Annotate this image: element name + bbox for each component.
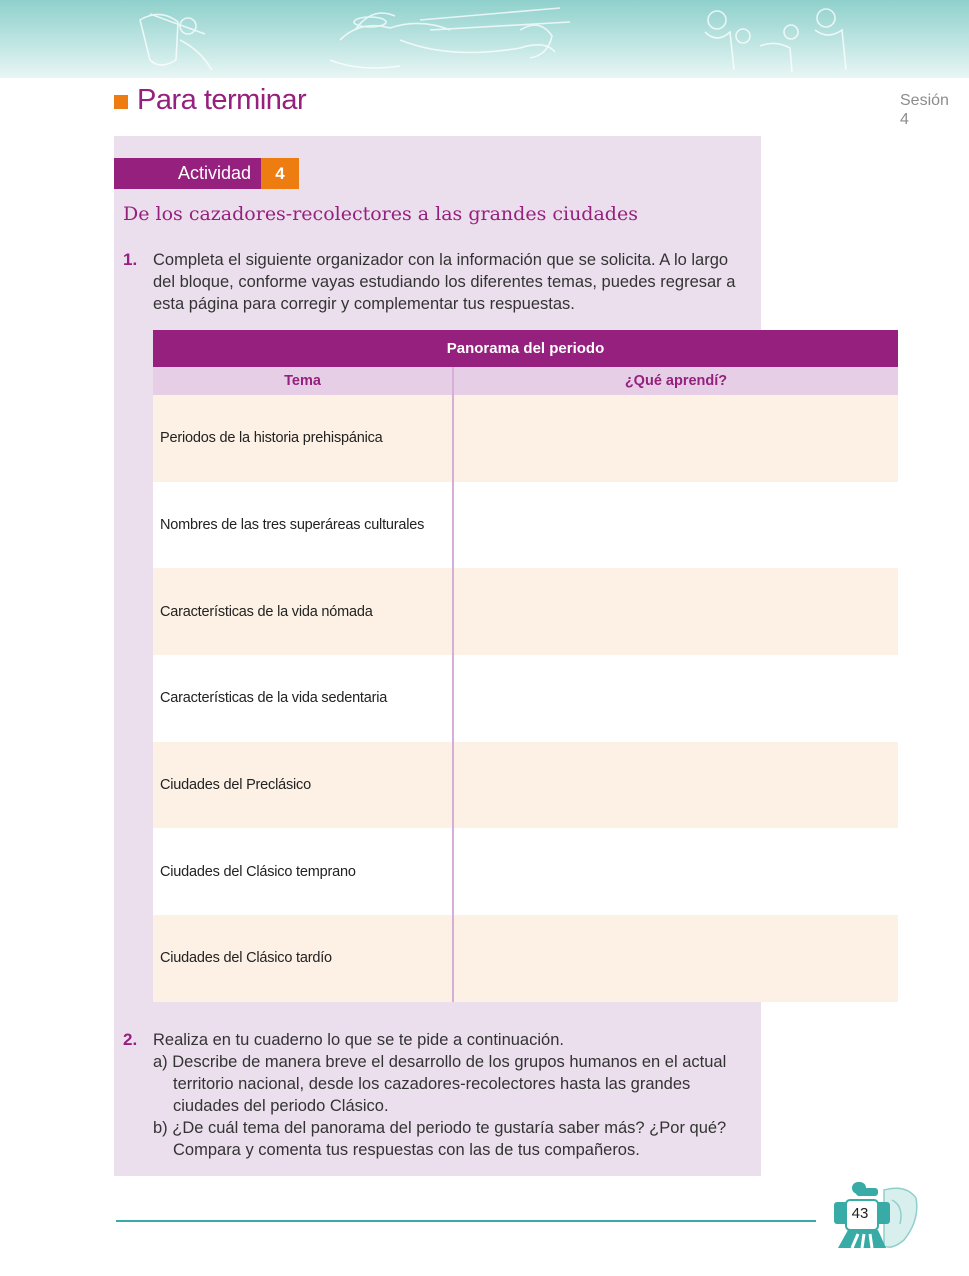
organizer-title: Panorama del periodo [153, 330, 898, 367]
question-1-line: Completa el siguiente organizador con la información que se solicita. A lo largo [153, 251, 729, 269]
footer-rule [116, 1220, 816, 1222]
row-answer-area[interactable] [454, 395, 898, 482]
table-row [153, 482, 898, 569]
mascot-icon [826, 1180, 922, 1252]
section-marker-square [114, 95, 128, 109]
session-label-text: Sesión [900, 92, 949, 109]
question-2-number: 2. [123, 1030, 138, 1049]
question-2b-line: b) ¿De cuál tema del panorama del periodo te gustaría saber más? ¿Por qué? [153, 1119, 727, 1137]
table-row [153, 915, 898, 1002]
question-2a-line: territorio nacional, desde los cazadores-recolectores hasta las grandes [173, 1075, 691, 1093]
activity-label: Actividad [114, 158, 261, 189]
top-banner-illustration [0, 0, 969, 78]
question-2a-line: ciudades del periodo Clásico. [173, 1097, 389, 1115]
table-row [153, 395, 898, 482]
row-topic: Características de la vida nómada [153, 568, 454, 655]
row-topic: Periodos de la historia prehispánica [153, 395, 454, 482]
table-row [153, 828, 898, 915]
question-1-line: esta página para corregir y complementar tus respuestas. [153, 295, 575, 313]
row-answer-area[interactable] [454, 742, 898, 829]
question-2-intro: Realiza en tu cuaderno lo que se te pide a continuación. [153, 1031, 564, 1049]
question-2-text [153, 1029, 753, 1161]
organizer-header-row [153, 367, 898, 395]
row-answer-area[interactable] [454, 568, 898, 655]
history-illustration-icon [0, 0, 969, 78]
session-number: 4 [900, 111, 909, 128]
row-answer-area[interactable] [454, 915, 898, 1002]
row-topic: Ciudades del Clásico temprano [153, 828, 454, 915]
page-number: 43 [851, 1205, 869, 1222]
column-header-que-aprendi: ¿Qué aprendí? [624, 373, 728, 389]
question-2b-line: Compara y comenta tus respuestas con las de tus compañeros. [173, 1141, 640, 1159]
row-topic: Ciudades del Preclásico [153, 742, 454, 829]
row-topic: Nombres de las tres superáreas culturales [153, 482, 454, 569]
question-1-line: del bloque, conforme vayas estudiando los diferentes temas, puedes regresar a [153, 273, 736, 291]
row-answer-area[interactable] [454, 828, 898, 915]
column-header-tema: Tema [153, 367, 454, 395]
row-topic: Características de la vida sedentaria [153, 655, 454, 742]
activity-number-badge: 4 [261, 158, 299, 189]
question-2a-line: a) Describe de manera breve el desarrollo de los grupos humanos en el actual [153, 1053, 727, 1071]
question-1-number: 1. [123, 250, 138, 269]
section-title: Para terminar [137, 84, 307, 116]
table-row [153, 568, 898, 655]
row-answer-area[interactable] [454, 482, 898, 569]
organizer-table [153, 330, 898, 1002]
activity-heading: De los cazadores-recolectores a las grandes ciudades [123, 203, 638, 225]
table-row [153, 742, 898, 829]
row-topic: Ciudades del Clásico tardío [153, 915, 454, 1002]
session-label [900, 91, 949, 129]
table-row [153, 655, 898, 742]
row-answer-area[interactable] [454, 655, 898, 742]
question-1-text [153, 249, 753, 315]
